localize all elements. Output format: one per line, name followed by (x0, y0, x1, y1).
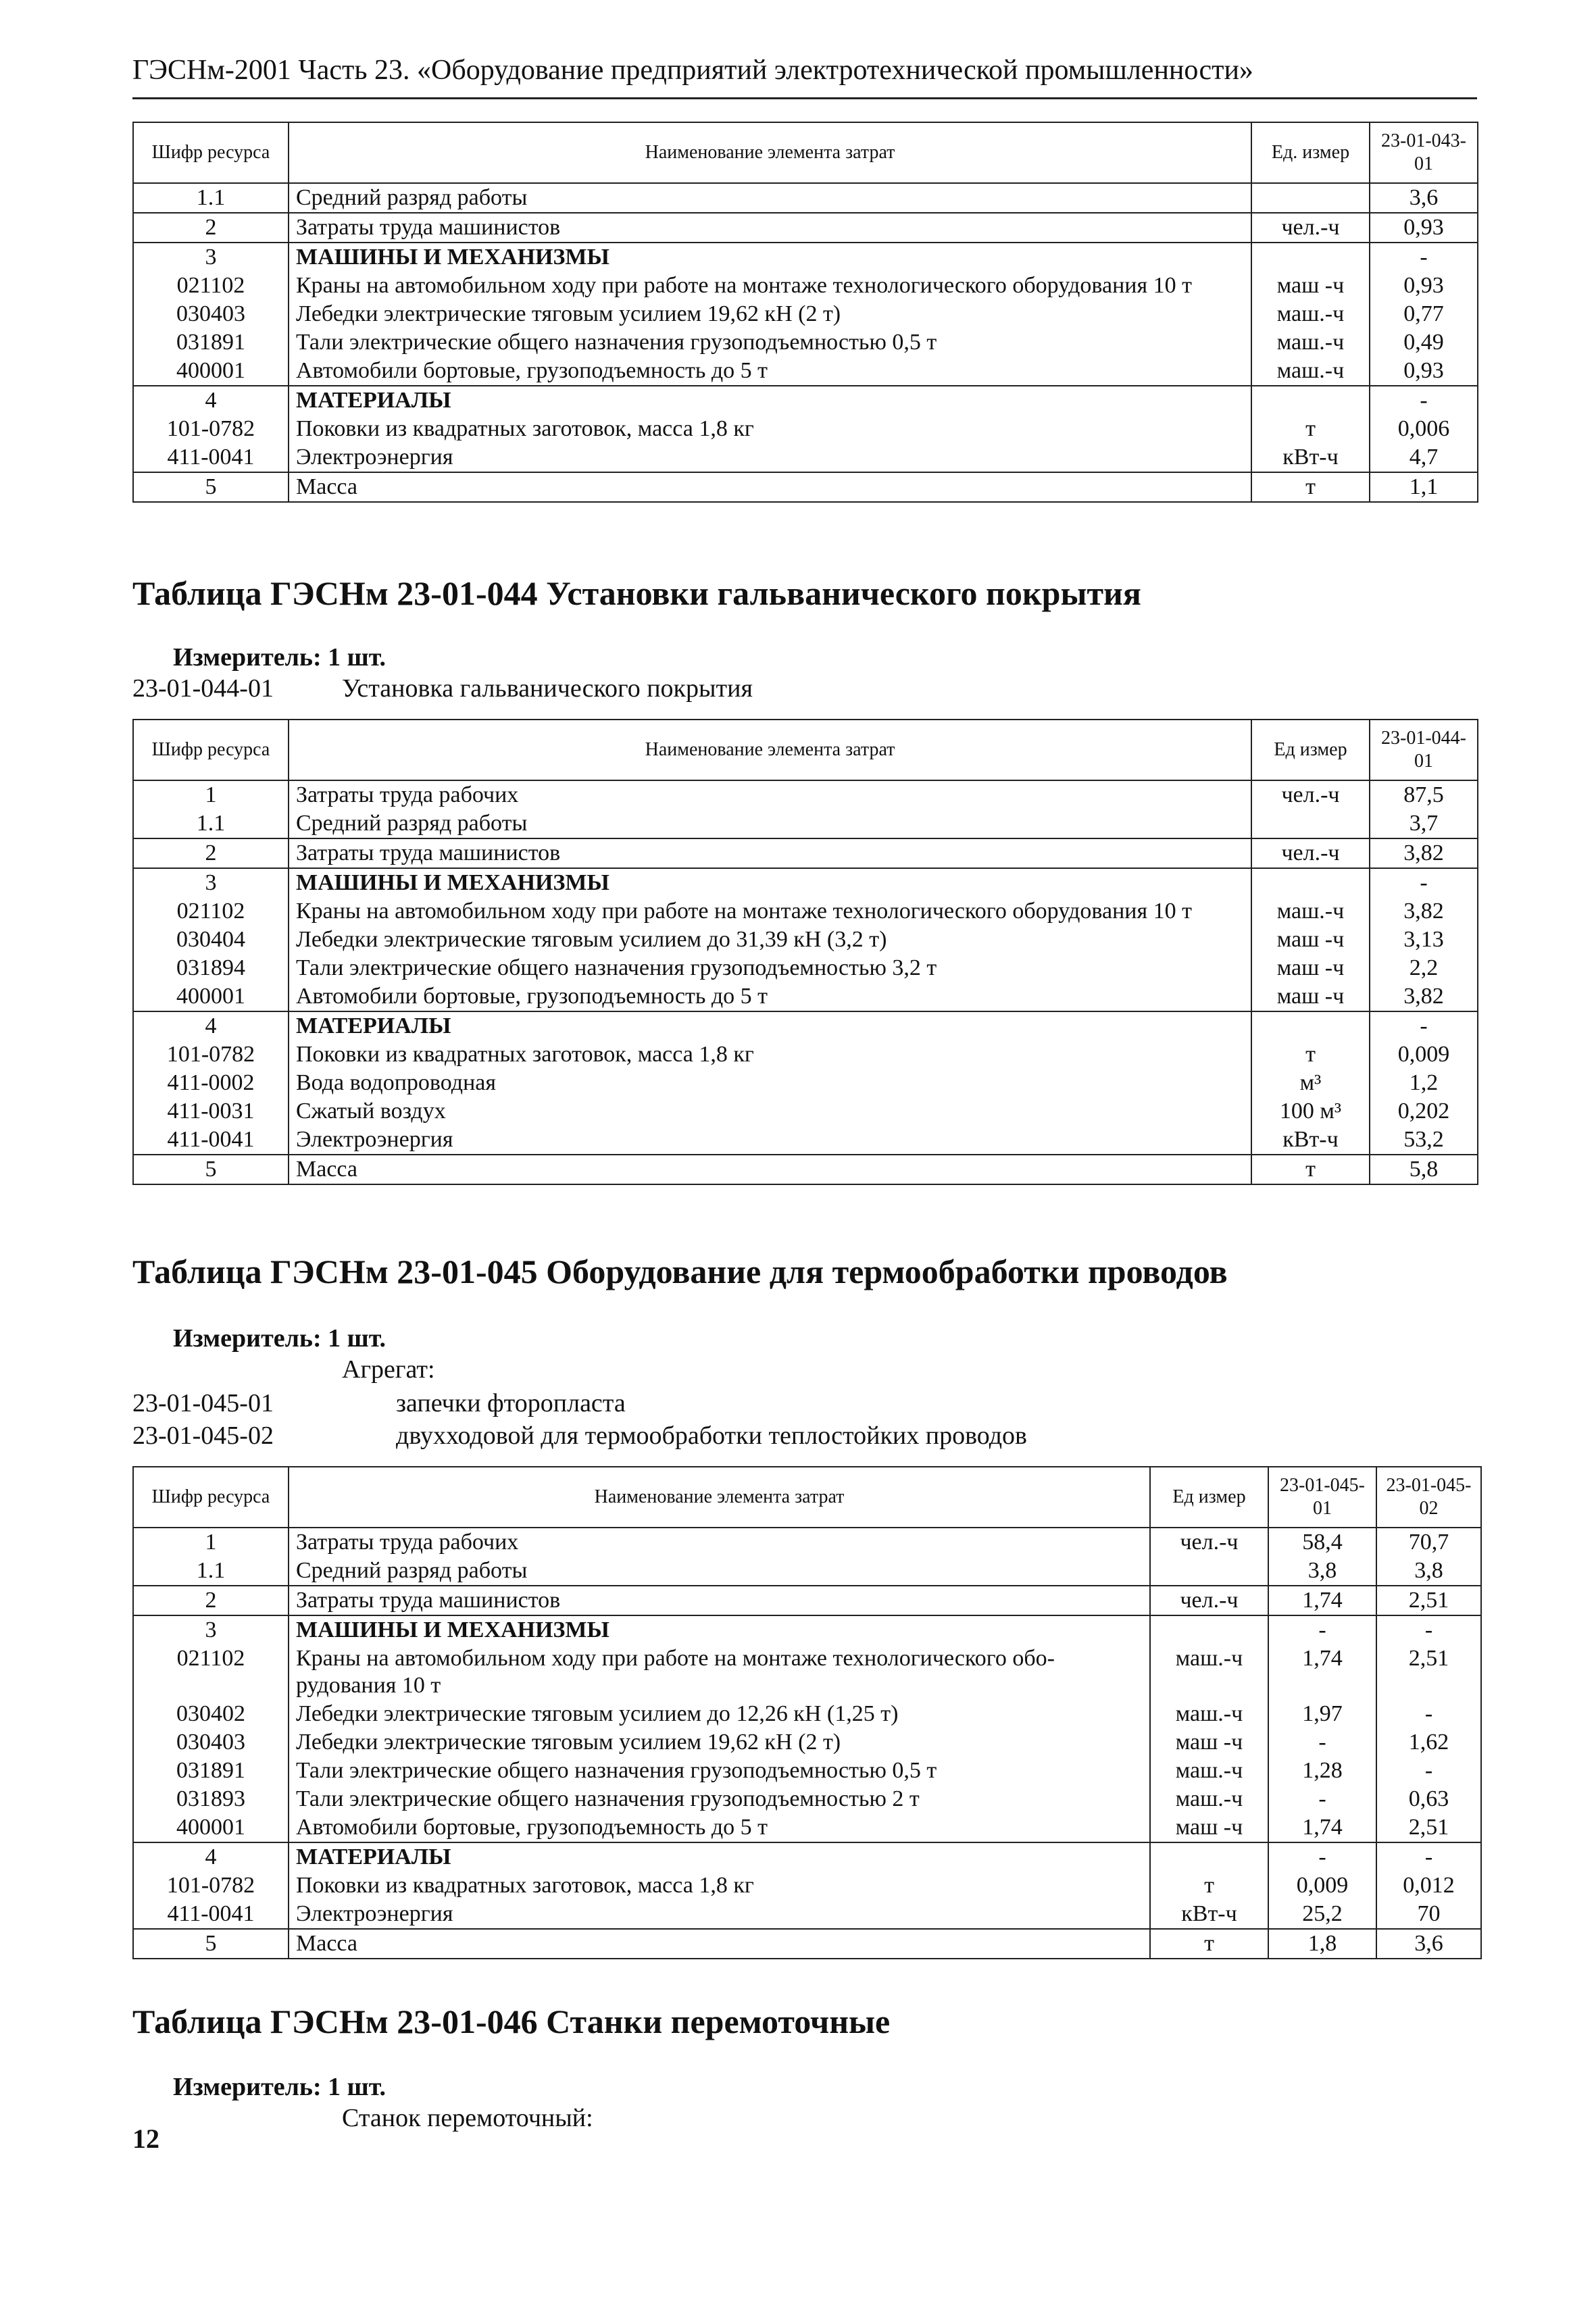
meter-value: 1 шт. (328, 2073, 386, 2101)
cost-element-name: Тали электрические общего назначения грузоподъемностью 2 т (289, 1785, 1150, 1813)
unit-cell: т (1251, 1040, 1370, 1069)
norm-value: - (1370, 1011, 1478, 1040)
norm-value: 58,4 (1268, 1528, 1376, 1557)
resource-code: 4 (133, 386, 289, 415)
col-header-unit: Ед. измер (1251, 122, 1370, 183)
unit-cell: кВт-ч (1251, 443, 1370, 472)
norm-value: 0,012 (1376, 1871, 1481, 1900)
norm-value: - (1268, 1728, 1376, 1757)
table-row (133, 328, 1478, 357)
unit-cell: маш -ч (1251, 954, 1370, 982)
table-row (133, 1644, 1481, 1700)
group-label: Станок перемоточный: (342, 2104, 593, 2132)
norm-value: 3,6 (1370, 183, 1478, 213)
unit-cell: кВт-ч (1150, 1900, 1268, 1929)
unit-cell: м³ (1251, 1069, 1370, 1097)
norm-value: - (1370, 868, 1478, 897)
table-row (133, 415, 1478, 443)
table-row (133, 1586, 1481, 1615)
unit-cell (1251, 386, 1370, 415)
section-heading: МАТЕРИАЛЫ (289, 1842, 1150, 1871)
unit-cell: т (1251, 472, 1370, 502)
resource-code: 030402 (133, 1700, 289, 1728)
page-number: 12 (132, 2123, 159, 2154)
cost-element-name: Лебедки электрические тяговым усилием до 31,39 кН (3,2 т) (289, 926, 1251, 954)
norm-value: 1,28 (1268, 1757, 1376, 1785)
table-row (133, 1557, 1481, 1586)
meter-value: 1 шт. (328, 643, 386, 672)
norm-value: 1,8 (1268, 1929, 1376, 1959)
unit-cell (1251, 809, 1370, 838)
cost-element-name: Средний разряд работы (289, 183, 1251, 213)
cost-element-name: Тали электрические общего назначения грузоподъемностью 3,2 т (289, 954, 1251, 982)
norm-value: 3,13 (1370, 926, 1478, 954)
resource-code: 2 (133, 1586, 289, 1615)
resource-code: 1.1 (133, 1557, 289, 1586)
norm-value: 3,7 (1370, 809, 1478, 838)
item-code: 23-01-045-02 (132, 1422, 274, 1450)
unit-cell (1251, 243, 1370, 272)
item-name: Установка гальванического покрытия (342, 674, 753, 703)
table-row (133, 1728, 1481, 1757)
cost-element-name: Тали электрические общего назначения грузоподъемностью 0,5 т (289, 328, 1251, 357)
cost-element-name: Средний разряд работы (289, 809, 1251, 838)
col-header-norm-id: 23-01-045-01 (1268, 1467, 1376, 1528)
resource-code: 411-0041 (133, 1900, 289, 1929)
unit-cell: т (1251, 415, 1370, 443)
norm-value: 70,7 (1376, 1528, 1481, 1557)
table-title-046: Таблица ГЭСНм 23-01-046 Станки перемоточные (132, 2003, 891, 2040)
resource-code: 101-0782 (133, 1871, 289, 1900)
norm-value: 2,51 (1376, 1813, 1481, 1842)
resource-code: 101-0782 (133, 1040, 289, 1069)
norm-value: 3,82 (1370, 897, 1478, 926)
resource-code: 411-0002 (133, 1069, 289, 1097)
table-row (133, 300, 1478, 328)
section-heading: МАШИНЫ И МЕХАНИЗМЫ (289, 868, 1251, 897)
resource-code: 1 (133, 1528, 289, 1557)
table-row (133, 1011, 1478, 1040)
table-row (133, 1069, 1478, 1097)
unit-cell: маш -ч (1251, 926, 1370, 954)
norm-value: - (1268, 1615, 1376, 1644)
resource-code: 4 (133, 1011, 289, 1040)
norm-value: 3,8 (1376, 1557, 1481, 1586)
norm-value: - (1376, 1700, 1481, 1728)
norm-value: 2,51 (1376, 1644, 1481, 1700)
norm-value: 0,93 (1370, 272, 1478, 300)
cost-element-name: Электроэнергия (289, 1900, 1150, 1929)
unit-cell (1251, 1011, 1370, 1040)
table-row (133, 183, 1478, 213)
resource-code: 031894 (133, 954, 289, 982)
resource-code: 1 (133, 780, 289, 809)
resource-code: 3 (133, 243, 289, 272)
unit-cell: т (1251, 1155, 1370, 1184)
cost-element-name: Краны на автомобильном ходу при работе на монтаже технологического обо-рудования 10 т (289, 1644, 1150, 1700)
table-row (133, 838, 1478, 868)
section-heading: МАШИНЫ И МЕХАНИЗМЫ (289, 1615, 1150, 1644)
col-header-unit: Ед измер (1150, 1467, 1268, 1528)
unit-cell: чел.-ч (1251, 838, 1370, 868)
resource-code: 5 (133, 1155, 289, 1184)
meter-label: Измеритель: (173, 643, 322, 672)
table-row (133, 1757, 1481, 1785)
norm-value: 4,7 (1370, 443, 1478, 472)
item-code: 23-01-045-01 (132, 1389, 274, 1417)
resource-code: 4 (133, 1842, 289, 1871)
unit-cell: чел.-ч (1251, 780, 1370, 809)
table-row (133, 1528, 1481, 1557)
cost-element-name: Средний разряд работы (289, 1557, 1150, 1586)
table-title-044: Таблица ГЭСНм 23-01-044 Установки гальванического покрытия (132, 574, 1141, 612)
col-header-name: Наименование элемента затрат (289, 720, 1251, 780)
unit-cell: т (1150, 1929, 1268, 1959)
norm-value: 0,77 (1370, 300, 1478, 328)
header-rule (132, 97, 1477, 99)
unit-cell: маш -ч (1150, 1728, 1268, 1757)
resource-code: 3 (133, 1615, 289, 1644)
group-label: Агрегат: (342, 1355, 435, 1384)
norm-value: 1,1 (1370, 472, 1478, 502)
cost-element-name: Автомобили бортовые, грузоподъемность до 5 т (289, 982, 1251, 1011)
norm-value: 3,8 (1268, 1557, 1376, 1586)
norm-value: 25,2 (1268, 1900, 1376, 1929)
cost-element-name: Вода водопроводная (289, 1069, 1251, 1097)
table-row (133, 780, 1478, 809)
meter-label: Измеритель: (173, 1324, 322, 1353)
norm-value: - (1370, 243, 1478, 272)
norm-value: - (1268, 1785, 1376, 1813)
unit-cell: маш.-ч (1251, 897, 1370, 926)
resource-code: 411-0031 (133, 1097, 289, 1126)
norm-value: 3,82 (1370, 982, 1478, 1011)
resource-code: 031893 (133, 1785, 289, 1813)
resource-code: 400001 (133, 357, 289, 386)
table-row (133, 1842, 1481, 1871)
resource-code: 1.1 (133, 809, 289, 838)
resource-code: 400001 (133, 1813, 289, 1842)
unit-cell: маш.-ч (1251, 300, 1370, 328)
section-heading: МАТЕРИАЛЫ (289, 386, 1251, 415)
table-row (133, 982, 1478, 1011)
resource-code: 021102 (133, 897, 289, 926)
unit-cell: маш.-ч (1251, 328, 1370, 357)
resource-code: 3 (133, 868, 289, 897)
resource-code: 030403 (133, 1728, 289, 1757)
col-header-code: Шифр ресурса (133, 1467, 289, 1528)
table-row (133, 1126, 1478, 1155)
norm-value: 1,74 (1268, 1813, 1376, 1842)
cost-element-name: Краны на автомобильном ходу при работе на монтаже технологического оборудования 10 т (289, 272, 1251, 300)
unit-cell: 100 м³ (1251, 1097, 1370, 1126)
cost-element-name: Тали электрические общего назначения грузоподъемностью 0,5 т (289, 1757, 1150, 1785)
meter-line (173, 1323, 386, 1354)
resource-code: 030403 (133, 300, 289, 328)
cost-element-name: Затраты труда рабочих (289, 780, 1251, 809)
meter-label: Измеритель: (173, 2073, 322, 2101)
norm-value: 53,2 (1370, 1126, 1478, 1155)
meter-line (173, 642, 386, 673)
cost-element-name: Электроэнергия (289, 1126, 1251, 1155)
cost-element-name: Поковки из квадратных заготовок, масса 1,8 кг (289, 1871, 1150, 1900)
norm-value: 0,49 (1370, 328, 1478, 357)
norm-value: 1,62 (1376, 1728, 1481, 1757)
resource-code: 031891 (133, 328, 289, 357)
cost-element-name: Лебедки электрические тяговым усилием до 12,26 кН (1,25 т) (289, 1700, 1150, 1728)
resource-code: 411-0041 (133, 1126, 289, 1155)
cost-element-name: Масса (289, 1155, 1251, 1184)
table-row (133, 1700, 1481, 1728)
cost-element-name: Затраты труда рабочих (289, 1528, 1150, 1557)
resource-code: 411-0041 (133, 443, 289, 472)
cost-element-name: Затраты труда машинистов (289, 1586, 1150, 1615)
norm-value: 3,82 (1370, 838, 1478, 868)
cost-element-name: Лебедки электрические тяговым усилием 19,62 кН (2 т) (289, 300, 1251, 328)
col-header-norm-id: 23-01-044-01 (1370, 720, 1478, 780)
norm-value: 0,63 (1376, 1785, 1481, 1813)
resource-code: 021102 (133, 272, 289, 300)
norm-value: - (1376, 1757, 1481, 1785)
table-row (133, 1813, 1481, 1842)
unit-cell (1251, 183, 1370, 213)
col-header-name: Наименование элемента затрат (289, 1467, 1150, 1528)
norm-value: 0,006 (1370, 415, 1478, 443)
unit-cell (1251, 868, 1370, 897)
unit-cell: маш.-ч (1150, 1785, 1268, 1813)
resource-code: 031891 (133, 1757, 289, 1785)
cost-element-name: Краны на автомобильном ходу при работе на монтаже технологического оборудования 10 т (289, 897, 1251, 926)
col-header-norm-id: 23-01-045-02 (1376, 1467, 1481, 1528)
norm-table-043 (132, 122, 1478, 503)
unit-cell: маш.-ч (1150, 1757, 1268, 1785)
norm-table-044 (132, 719, 1478, 1185)
resource-code: 2 (133, 838, 289, 868)
table-row (133, 443, 1478, 472)
item-name: двухходовой для термообработки теплостойких проводов (396, 1422, 1027, 1450)
norm-value: 2,51 (1376, 1586, 1481, 1615)
cost-element-name: Электроэнергия (289, 443, 1251, 472)
table-row (133, 1871, 1481, 1900)
unit-cell: маш.-ч (1251, 357, 1370, 386)
meter-line (173, 2071, 386, 2103)
unit-cell: чел.-ч (1150, 1528, 1268, 1557)
table-row (133, 954, 1478, 982)
resource-code: 5 (133, 1929, 289, 1959)
norm-value: 2,2 (1370, 954, 1478, 982)
col-header-code: Шифр ресурса (133, 720, 289, 780)
norm-value: 1,74 (1268, 1586, 1376, 1615)
norm-value: 1,2 (1370, 1069, 1478, 1097)
table-row (133, 1900, 1481, 1929)
cost-element-name: Масса (289, 1929, 1150, 1959)
page-header: ГЭСНм-2001 Часть 23. «Оборудование предприятий электротехнической промышленности» (132, 55, 1253, 86)
resource-code: 021102 (133, 1644, 289, 1700)
table-title-045: Таблица ГЭСНм 23-01-045 Оборудование для термообработки проводов (132, 1253, 1228, 1290)
norm-value: - (1370, 386, 1478, 415)
table-row (133, 272, 1478, 300)
unit-cell: чел.-ч (1150, 1586, 1268, 1615)
unit-cell: маш.-ч (1150, 1644, 1268, 1700)
table-row (133, 1097, 1478, 1126)
norm-value: 0,93 (1370, 213, 1478, 243)
norm-value: 70 (1376, 1900, 1481, 1929)
table-row (133, 1615, 1481, 1644)
norm-value: 0,009 (1370, 1040, 1478, 1069)
cost-element-name: Лебедки электрические тяговым усилием 19,62 кН (2 т) (289, 1728, 1150, 1757)
table-row (133, 926, 1478, 954)
norm-table-045 (132, 1466, 1482, 1959)
unit-cell (1150, 1615, 1268, 1644)
unit-cell: кВт-ч (1251, 1126, 1370, 1155)
unit-cell: т (1150, 1871, 1268, 1900)
unit-cell: чел.-ч (1251, 213, 1370, 243)
norm-value: 3,6 (1376, 1929, 1481, 1959)
table-row (133, 1155, 1478, 1184)
table-row (133, 897, 1478, 926)
norm-value: 0,202 (1370, 1097, 1478, 1126)
norm-value: 1,97 (1268, 1700, 1376, 1728)
norm-value: - (1376, 1842, 1481, 1871)
unit-cell (1150, 1842, 1268, 1871)
cost-element-name: Автомобили бортовые, грузоподъемность до 5 т (289, 357, 1251, 386)
item-code: 23-01-044-01 (132, 674, 274, 703)
col-header-name: Наименование элемента затрат (289, 122, 1251, 183)
unit-cell: маш.-ч (1150, 1700, 1268, 1728)
meter-value: 1 шт. (328, 1324, 386, 1353)
table-row (133, 213, 1478, 243)
resource-code: 2 (133, 213, 289, 243)
cost-element-name: Поковки из квадратных заготовок, масса 1,8 кг (289, 415, 1251, 443)
cost-element-name: Автомобили бортовые, грузоподъемность до 5 т (289, 1813, 1150, 1842)
cost-element-name: Затраты труда машинистов (289, 213, 1251, 243)
norm-value: 0,009 (1268, 1871, 1376, 1900)
table-row (133, 868, 1478, 897)
table-row (133, 243, 1478, 272)
unit-cell: маш -ч (1251, 982, 1370, 1011)
table-row (133, 809, 1478, 838)
cost-element-name: Сжатый воздух (289, 1097, 1251, 1126)
table-row (133, 1785, 1481, 1813)
table-row (133, 386, 1478, 415)
section-heading: МАШИНЫ И МЕХАНИЗМЫ (289, 243, 1251, 272)
norm-value: 0,93 (1370, 357, 1478, 386)
section-heading: МАТЕРИАЛЫ (289, 1011, 1251, 1040)
col-header-norm-id: 23-01-043-01 (1370, 122, 1478, 183)
resource-code: 5 (133, 472, 289, 502)
norm-value: 5,8 (1370, 1155, 1478, 1184)
unit-cell: маш -ч (1150, 1813, 1268, 1842)
cost-element-name: Поковки из квадратных заготовок, масса 1,8 кг (289, 1040, 1251, 1069)
item-name: запечки фторопласта (396, 1389, 626, 1417)
table-row (133, 1040, 1478, 1069)
resource-code: 400001 (133, 982, 289, 1011)
col-header-code: Шифр ресурса (133, 122, 289, 183)
table-row (133, 472, 1478, 502)
norm-value: 1,74 (1268, 1644, 1376, 1700)
unit-cell: маш -ч (1251, 272, 1370, 300)
norm-value: - (1376, 1615, 1481, 1644)
col-header-unit: Ед измер (1251, 720, 1370, 780)
unit-cell (1150, 1557, 1268, 1586)
table-row (133, 1929, 1481, 1959)
norm-value: 87,5 (1370, 780, 1478, 809)
table-row (133, 357, 1478, 386)
cost-element-name: Затраты труда машинистов (289, 838, 1251, 868)
resource-code: 030404 (133, 926, 289, 954)
resource-code: 101-0782 (133, 415, 289, 443)
cost-element-name: Масса (289, 472, 1251, 502)
norm-value: - (1268, 1842, 1376, 1871)
resource-code: 1.1 (133, 183, 289, 213)
